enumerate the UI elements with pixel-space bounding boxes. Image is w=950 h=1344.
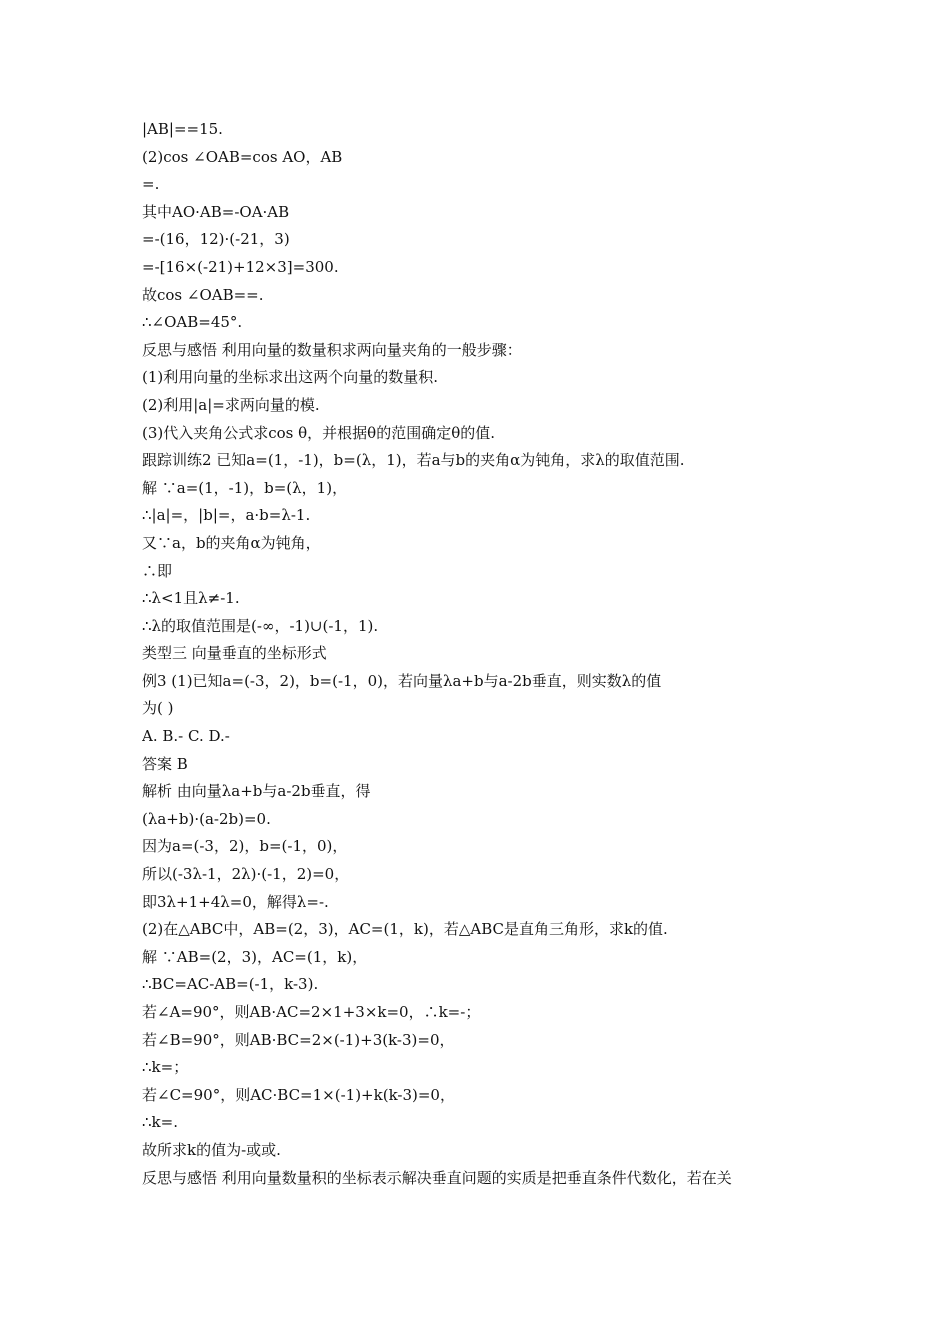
text-line: A. B.- C. D.- [142, 727, 230, 746]
text-line: 若∠C=90°，则AC·BC=1×(-1)+k(k-3)=0， [142, 1085, 455, 1104]
text-line: 其中AO·AB=-OA·AB [142, 202, 290, 221]
text-line: (λa+b)·(a-2b)=0. [142, 809, 271, 828]
text-line: 反思与感悟 利用向量数量积的坐标表示解决垂直问题的实质是把垂直条件代数化，若在关 [142, 1168, 732, 1187]
text-line: (2)在△ABC中，AB=(2，3)，AC=(1，k)，若△ABC是直角三角形，求k的值. [142, 920, 668, 939]
text-line: =-[16×(-21)+12×3]=300. [142, 257, 339, 276]
text-line: 为( ) [142, 699, 174, 718]
text-line: 所以(-3λ-1，2λ)·(-1，2)=0， [142, 865, 350, 884]
text-line: 又∵a，b的夹角α为钝角， [142, 533, 321, 552]
text-line: (2)利用|a|=求两向量的模. [142, 395, 320, 414]
text-line: 解析 由向量λa+b与a-2b垂直，得 [142, 782, 371, 801]
text-line: ∴k=. [142, 1113, 178, 1132]
text-line: 类型三 向量垂直的坐标形式 [142, 644, 327, 663]
text-line: 解 ∵a=(1，-1)，b=(λ，1)， [142, 478, 348, 497]
text-line: ∴λ<1且λ≠-1. [142, 589, 240, 608]
text-line: 若∠B=90°，则AB·BC=2×(-1)+3(k-3)=0， [142, 1030, 455, 1049]
text-line: ∴k=； [142, 1058, 189, 1077]
text-line: =. [142, 175, 160, 194]
text-line: 即3λ+1+4λ=0，解得λ=-. [142, 892, 329, 911]
text-line: 反思与感悟 利用向量的数量积求两向量夹角的一般步骤： [142, 340, 522, 359]
text-line: 故cos ∠OAB==. [142, 285, 264, 304]
text-line: ∴即 [142, 561, 173, 580]
text-line: (1)利用向量的坐标求出这两个向量的数量积. [142, 368, 439, 387]
text-line: 例3 (1)已知a=(-3，2)，b=(-1，0)，若向量λa+b与a-2b垂直，则实数λ的值 [142, 671, 662, 690]
text-line: 因为a=(-3，2)，b=(-1，0)， [142, 837, 348, 856]
text-line: 跟踪训练2 已知a=(1，-1)，b=(λ，1)，若a与b的夹角α为钝角，求λ的取值范围. [142, 451, 685, 470]
text-line: |AB|==15. [142, 120, 223, 138]
text-line: (3)代入夹角公式求cos θ，并根据θ的范围确定θ的值. [142, 423, 496, 442]
text-line: ∴BC=AC-AB=(-1，k-3). [142, 975, 319, 994]
document-body [142, 116, 832, 1192]
text-line: ∴|a|=，|b|=，a·b=λ-1. [142, 506, 311, 525]
text-line: 答案 B [142, 754, 188, 773]
text-line: (2)cos ∠OAB=cos AO，AB [142, 147, 343, 166]
text-line: 故所求k的值为-或或. [142, 1140, 281, 1159]
text-line: ∴∠OAB=45°. [142, 313, 243, 332]
text-line: ∴λ的取值范围是(-∞，-1)∪(-1，1). [142, 616, 379, 635]
text-line: 解 ∵AB=(2，3)，AC=(1，k)， [142, 947, 368, 966]
text-line: =-(16，12)·(-21，3) [142, 230, 290, 249]
text-line: 若∠A=90°，则AB·AC=2×1+3×k=0，∴k=-； [142, 1003, 481, 1021]
